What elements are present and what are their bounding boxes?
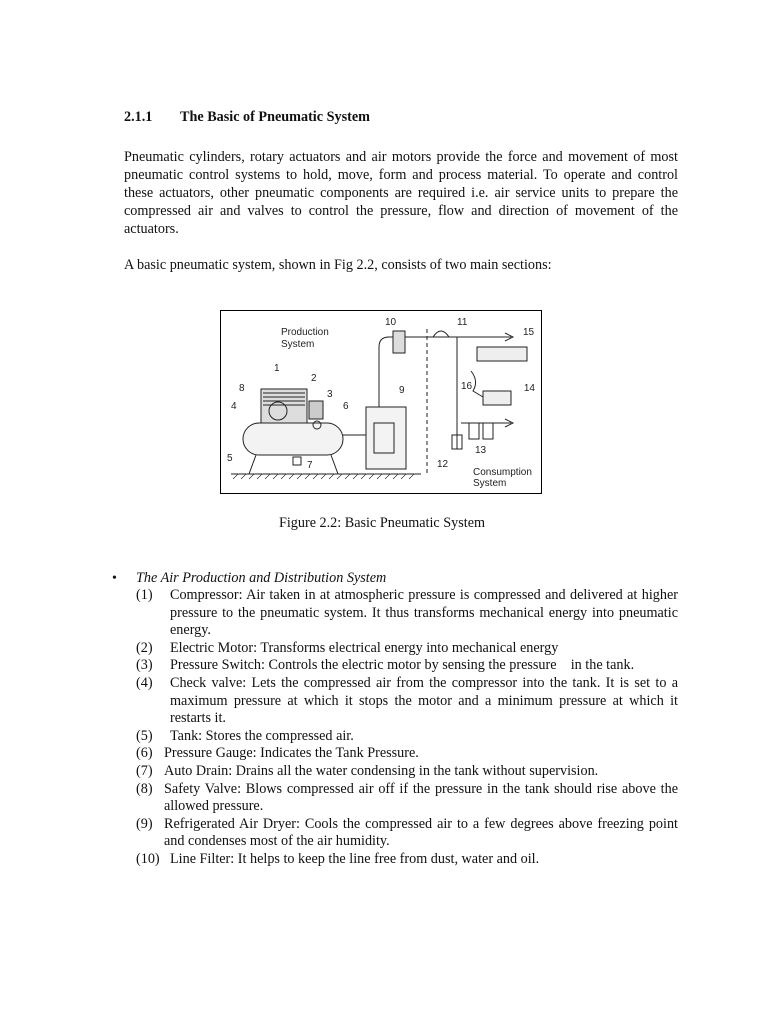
dryer-shape	[366, 407, 406, 469]
figure-caption: Figure 2.2: Basic Pneumatic System	[278, 515, 486, 531]
label-12: 12	[437, 459, 449, 470]
label-production-2: System	[281, 339, 315, 350]
label-2: 2	[311, 373, 317, 384]
section-number: 2.1.1	[124, 109, 153, 125]
label-15: 15	[523, 327, 535, 338]
pneumatic-diagram	[221, 311, 541, 493]
valve-11-shape	[433, 331, 449, 337]
section-title: The Basic of Pneumatic System	[180, 109, 370, 125]
label-10: 10	[385, 317, 397, 328]
label-consumption-1: Consumption	[473, 467, 532, 478]
frl-unit-shape	[469, 423, 479, 439]
label-9: 9	[399, 385, 405, 396]
sections-paragraph: A basic pneumatic system, shown in Fig 2.2, consists of two main sections:	[124, 257, 552, 273]
item-number: (9)	[136, 815, 153, 832]
label-1: 1	[274, 363, 280, 374]
section-heading	[124, 109, 370, 126]
label-11: 11	[457, 317, 468, 328]
tank-shape	[243, 423, 343, 455]
tank-leg	[331, 455, 338, 474]
item-number: (3)	[136, 657, 153, 674]
label-7: 7	[307, 460, 313, 471]
list-item	[136, 816, 678, 851]
item-text: Refrigerated Air Dryer: Cools the compressed air to a few degrees above freezing point and condenses most of the air humidity.	[164, 815, 678, 850]
item-text: Tank: Stores the compressed air.	[170, 727, 354, 744]
item-number: (6)	[136, 745, 153, 762]
item-text: Pressure Gauge: Indicates the Tank Pressure.	[164, 745, 419, 762]
list-item	[136, 728, 678, 746]
item-number: (4)	[136, 674, 153, 691]
list-item	[136, 587, 678, 640]
list-item	[136, 763, 678, 781]
item-number: (1)	[136, 587, 153, 603]
item-number: (5)	[136, 727, 153, 744]
label-8: 8	[239, 383, 245, 394]
list-item	[136, 657, 678, 675]
list-item	[136, 675, 678, 728]
line-filter-shape	[393, 331, 405, 353]
intro-paragraph: Pneumatic cylinders, rotary actuators and air motors provide the force and movement of most pneumatic control systems to hold, move, form and process material. To operate and control these actuators, other pneumatic components are required i.e. air service units to prepare the compressed air and valves to control the pressure, flow and direction of movement of the actuators.	[124, 149, 678, 237]
label-3: 3	[327, 389, 333, 400]
list-item	[136, 745, 678, 763]
item-text: Auto Drain: Drains all the water condensing in the tank without supervision.	[164, 762, 599, 779]
label-13: 13	[475, 445, 487, 456]
item-text: Pressure Switch: Controls the electric motor by sensing the pressure in the tank.	[170, 657, 635, 674]
list-item	[136, 851, 678, 869]
item-number: (8)	[136, 780, 153, 797]
label-14: 14	[523, 383, 535, 394]
label-production-1: Production	[281, 327, 329, 338]
pipe	[379, 337, 393, 407]
pneumatic-system-figure	[220, 310, 542, 494]
item-text: Line Filter: It helps to keep the line free from dust, water and oil.	[170, 850, 540, 867]
item-text: Safety Valve: Blows compressed air off if the pressure in the tank should rise above the allowed pressure.	[164, 780, 678, 815]
floor-hatch	[233, 474, 414, 479]
item-text: Compressor: Air taken in at atmospheric pressure is compressed and delivered at higher pressure to the pneumatic system. It thus transforms mechanical energy into pneumatic energy.	[170, 587, 678, 639]
list-title: The Air Production and Distribution System	[136, 570, 387, 586]
item-text: Electric Motor: Transforms electrical energy into mechanical energy	[170, 639, 559, 656]
label-5: 5	[227, 453, 233, 464]
label-4: 4	[231, 401, 237, 412]
valve-14-shape	[483, 391, 511, 405]
item-number: (10)	[136, 850, 160, 867]
item-text: Check valve: Lets the compressed air from the compressor into the tank. It is set to a maximum pressure at which it stops the motor and a minimum pressure at which it restarts it.	[170, 674, 678, 727]
item-number: (7)	[136, 762, 153, 779]
tank-leg	[249, 455, 256, 474]
label-consumption-2: System	[473, 478, 507, 489]
motor-shape	[309, 401, 323, 419]
list-bullet: •	[112, 571, 117, 586]
list-item	[136, 781, 678, 816]
auto-drain-shape	[293, 457, 301, 465]
list-item	[136, 640, 678, 658]
frl-unit-shape	[483, 423, 493, 439]
item-number: (2)	[136, 639, 153, 656]
numbered-list	[136, 587, 678, 869]
label-16: 16	[461, 381, 473, 392]
cylinder-shape	[477, 347, 527, 361]
valve-16-shape	[471, 371, 483, 397]
label-6: 6	[343, 401, 349, 412]
